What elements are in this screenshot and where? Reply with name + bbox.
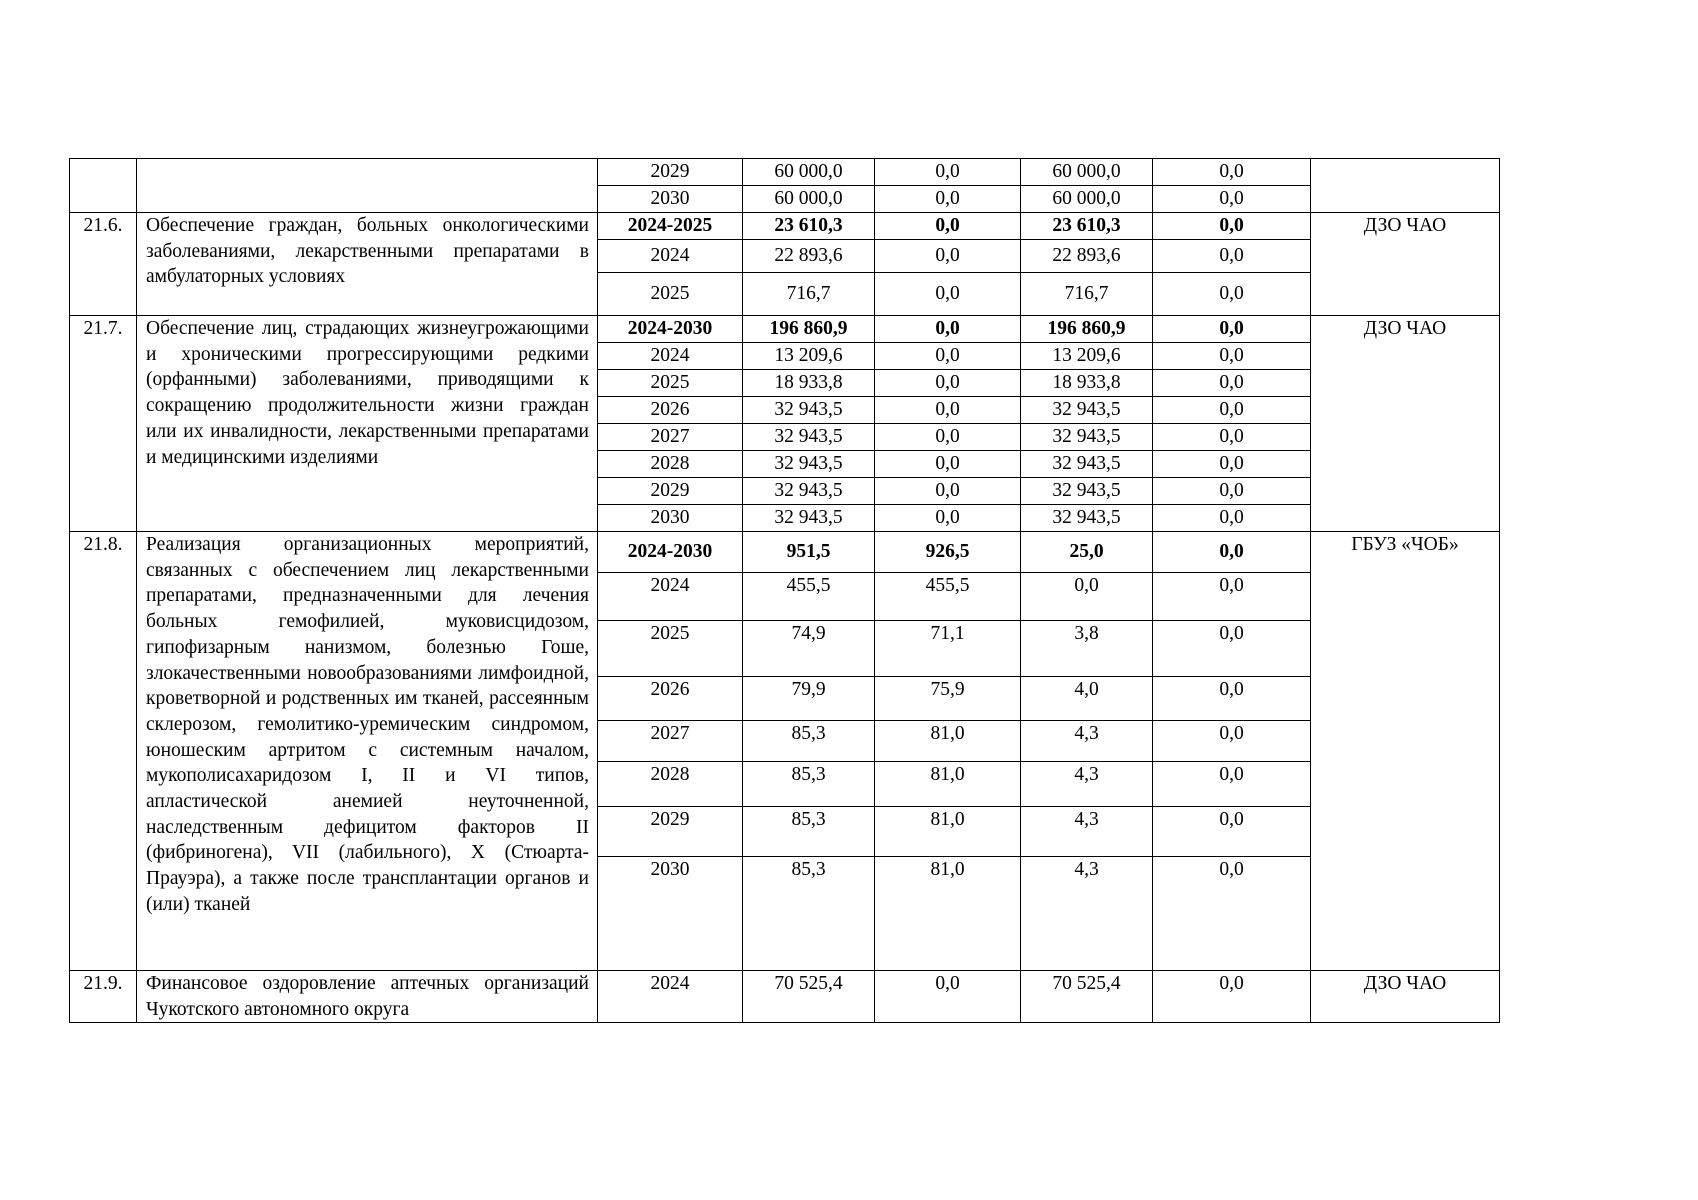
table-row [70,971,1500,1023]
total-cell: 74,9 [743,621,875,677]
total-cell: 60 000,0 [743,186,875,213]
total-cell: 22 893,6 [743,240,875,273]
funding-col3-cell: 0,0 [1153,451,1311,478]
funding-col3-cell: 0,0 [1153,186,1311,213]
total-cell: 716,7 [743,273,875,316]
funding-col3-cell: 0,0 [1153,621,1311,677]
year-cell: 2025 [598,273,743,316]
year-cell: 2029 [598,807,743,857]
funding-col1-cell: 81,0 [875,721,1021,762]
executor-cell [1311,159,1500,213]
funding-col3-cell: 0,0 [1153,971,1311,1023]
funding-col1-cell: 0,0 [875,213,1021,240]
item-description-cell: Финансовое оздоровление аптечных организаций Чукотского автономного округа [137,971,598,1023]
funding-col2-cell: 18 933,8 [1021,370,1153,397]
funding-col3-cell: 0,0 [1153,573,1311,621]
funding-col2-cell: 25,0 [1021,532,1153,573]
item-number-cell: 21.7. [70,316,137,532]
total-cell: 85,3 [743,721,875,762]
funding-col2-cell: 3,8 [1021,621,1153,677]
table-row [70,213,1500,240]
funding-col2-cell: 196 860,9 [1021,316,1153,343]
funding-col3-cell: 0,0 [1153,273,1311,316]
total-cell: 85,3 [743,762,875,807]
funding-col1-cell: 0,0 [875,424,1021,451]
funding-col3-cell: 0,0 [1153,532,1311,573]
funding-col1-cell: 0,0 [875,159,1021,186]
item-description-cell: Обеспечение лиц, страдающих жизнеугрожающими и хроническими прогрессирующими редкими (орфанными) заболеваниями, приводящими к сокращению продолжительности жизни граждан или их инвалидности, лекарственными препаратами и медицинскими изделиями [137,316,598,532]
funding-col1-cell: 71,1 [875,621,1021,677]
year-cell: 2027 [598,424,743,451]
total-cell: 32 943,5 [743,397,875,424]
item-number-cell [70,159,137,213]
total-cell: 18 933,8 [743,370,875,397]
funding-col2-cell: 13 209,6 [1021,343,1153,370]
executor-cell: ГБУЗ «ЧОБ» [1311,532,1500,971]
funding-col1-cell: 0,0 [875,451,1021,478]
funding-col3-cell: 0,0 [1153,159,1311,186]
year-cell: 2029 [598,478,743,505]
funding-col1-cell: 0,0 [875,370,1021,397]
total-cell: 23 610,3 [743,213,875,240]
year-cell: 2024-2025 [598,213,743,240]
year-cell: 2024-2030 [598,532,743,573]
item-description-cell: Реализация организационных мероприятий, связанных с обеспечением лиц лекарственными препаратами, предназначенными для лечения больных гемофилией, муковисцидозом, гипофизарным нанизмом, болезнью Гоше, злокачественными новообразованиями лимфоидной, кроветворной и родственных им тканей, рассеянным склерозом, гемолитико-уремическим синдромом, юношеским артритом с системным началом, мукополисахаридозом I, II и VI типов, апластической анемией неуточненной, наследственным дефицитом факторов II (фибриногена), VII (лабильного), X (Стюарта-Прауэра), а также после трансплантации органов и (или) тканей [137,532,598,971]
total-cell: 951,5 [743,532,875,573]
year-cell: 2030 [598,186,743,213]
funding-col1-cell: 0,0 [875,478,1021,505]
year-cell: 2026 [598,397,743,424]
funding-col2-cell: 60 000,0 [1021,186,1153,213]
funding-col3-cell: 0,0 [1153,505,1311,532]
funding-col2-cell: 22 893,6 [1021,240,1153,273]
total-cell: 32 943,5 [743,505,875,532]
funding-col2-cell: 60 000,0 [1021,159,1153,186]
year-cell: 2028 [598,762,743,807]
funding-col2-cell: 32 943,5 [1021,424,1153,451]
funding-col1-cell: 81,0 [875,762,1021,807]
total-cell: 60 000,0 [743,159,875,186]
funding-col3-cell: 0,0 [1153,857,1311,971]
funding-col3-cell: 0,0 [1153,721,1311,762]
funding-col3-cell: 0,0 [1153,240,1311,273]
funding-col2-cell: 716,7 [1021,273,1153,316]
funding-col2-cell: 4,3 [1021,762,1153,807]
funding-col1-cell: 0,0 [875,505,1021,532]
table-row [70,532,1500,573]
total-cell: 85,3 [743,807,875,857]
year-cell: 2027 [598,721,743,762]
funding-col3-cell: 0,0 [1153,370,1311,397]
year-cell: 2024 [598,573,743,621]
funding-col1-cell: 81,0 [875,807,1021,857]
year-cell: 2026 [598,677,743,721]
funding-col3-cell: 0,0 [1153,213,1311,240]
funding-col3-cell: 0,0 [1153,424,1311,451]
total-cell: 79,9 [743,677,875,721]
funding-col1-cell: 75,9 [875,677,1021,721]
funding-col2-cell: 4,0 [1021,677,1153,721]
year-cell: 2029 [598,159,743,186]
funding-col2-cell: 70 525,4 [1021,971,1153,1023]
executor-cell: ДЗО ЧАО [1311,316,1500,532]
year-cell: 2028 [598,451,743,478]
total-cell: 85,3 [743,857,875,971]
funding-col1-cell: 0,0 [875,186,1021,213]
funding-col1-cell: 0,0 [875,316,1021,343]
year-cell: 2030 [598,857,743,971]
year-cell: 2024 [598,343,743,370]
table-row [70,316,1500,343]
funding-col1-cell: 0,0 [875,343,1021,370]
funding-col1-cell: 926,5 [875,532,1021,573]
funding-col1-cell: 0,0 [875,273,1021,316]
funding-col3-cell: 0,0 [1153,762,1311,807]
item-number-cell: 21.9. [70,971,137,1023]
year-cell: 2025 [598,370,743,397]
funding-col2-cell: 4,3 [1021,857,1153,971]
total-cell: 455,5 [743,573,875,621]
funding-col2-cell: 32 943,5 [1021,397,1153,424]
funding-col1-cell: 455,5 [875,573,1021,621]
funding-col1-cell: 0,0 [875,240,1021,273]
item-description-cell: Обеспечение граждан, больных онкологическими заболеваниями, лекарственными препаратами в амбулаторных условиях [137,213,598,316]
funding-col3-cell: 0,0 [1153,343,1311,370]
funding-col1-cell: 0,0 [875,397,1021,424]
total-cell: 32 943,5 [743,478,875,505]
funding-col2-cell: 32 943,5 [1021,505,1153,532]
funding-col1-cell: 0,0 [875,971,1021,1023]
funding-col3-cell: 0,0 [1153,807,1311,857]
total-cell: 32 943,5 [743,451,875,478]
year-cell: 2024 [598,240,743,273]
total-cell: 70 525,4 [743,971,875,1023]
funding-col2-cell: 4,3 [1021,721,1153,762]
funding-col3-cell: 0,0 [1153,677,1311,721]
funding-col3-cell: 0,0 [1153,478,1311,505]
funding-col2-cell: 0,0 [1021,573,1153,621]
funding-col2-cell: 32 943,5 [1021,451,1153,478]
funding-col2-cell: 23 610,3 [1021,213,1153,240]
year-cell: 2030 [598,505,743,532]
year-cell: 2024 [598,971,743,1023]
table-row [70,159,1500,186]
item-number-cell: 21.8. [70,532,137,971]
total-cell: 32 943,5 [743,424,875,451]
funding-col2-cell: 4,3 [1021,807,1153,857]
executor-cell: ДЗО ЧАО [1311,971,1500,1023]
funding-col2-cell: 32 943,5 [1021,478,1153,505]
executor-cell: ДЗО ЧАО [1311,213,1500,316]
item-number-cell: 21.6. [70,213,137,316]
total-cell: 196 860,9 [743,316,875,343]
budget-table [69,158,1500,1023]
funding-col3-cell: 0,0 [1153,397,1311,424]
year-cell: 2025 [598,621,743,677]
funding-col3-cell: 0,0 [1153,316,1311,343]
funding-col1-cell: 81,0 [875,857,1021,971]
total-cell: 13 209,6 [743,343,875,370]
year-cell: 2024-2030 [598,316,743,343]
item-description-cell [137,159,598,213]
